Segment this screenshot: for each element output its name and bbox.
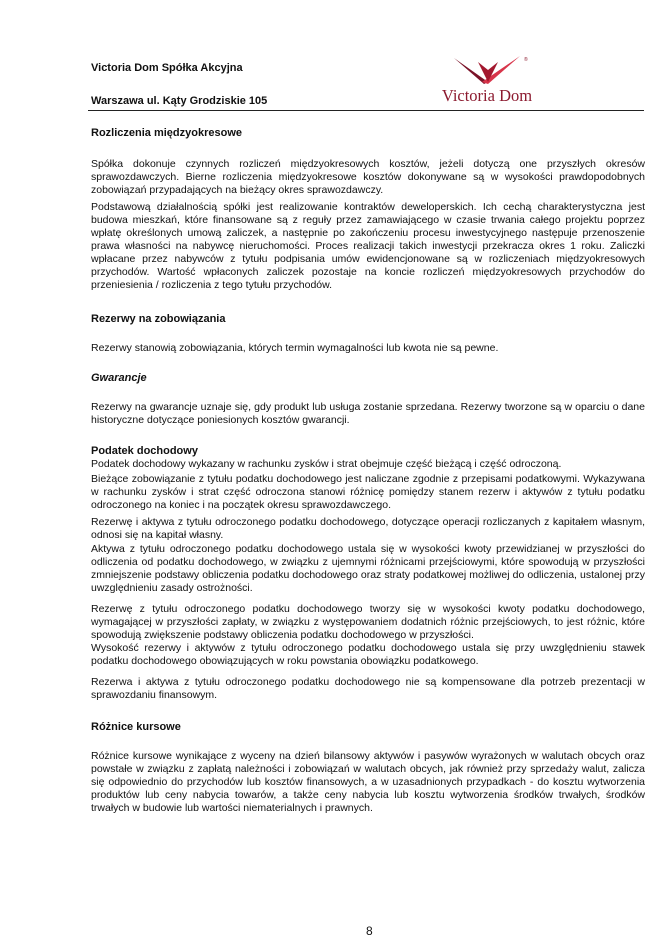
section-heading: Gwarancje <box>91 372 147 384</box>
paragraph: Bieżące zobowiązanie z tytułu podatku dochodowego jest naliczane zgodnie z przepisami podatkowymi. Wykazywana w rachunku zysków i strat część odroczona stanowi różnicę pomiędzy stanem rezerw i aktywów z tytułu podatku odroczonego na koniec i na początek okresu sprawozdawczego. <box>91 473 645 511</box>
paragraph: Spółka dokonuje czynnych rozliczeń międzyokresowych kosztów, jeżeli dotyczą one przyszłych okresów sprawozdawczych. Bierne rozliczenia międzyokresowe kosztów dokonywane są w wysokości prawdopodobnych zobowiązań przypadających na bieżący okres sprawozdawczy. <box>91 158 645 196</box>
svg-text:®: ® <box>524 57 528 63</box>
logo-mark-icon <box>412 52 562 88</box>
page-number: 8 <box>366 924 373 938</box>
paragraph: Rezerwę i aktywa z tytułu odroczonego podatku dochodowego, dotyczące operacji rozliczanych z kapitałem własnym, odnosi się na kapitał własny. <box>91 516 645 541</box>
paragraph: Różnice kursowe wynikające z wyceny na dzień bilansowy aktywów i pasywów wyrażonych w walutach obcych oraz powstałe w związku z zapłatą należności i zobowiązań w walutach obcych, jak również przy sprzedaży walut, zalicza się odpowiednio do przychodów lub kosztów finansowych, a w uzasadnionych przypadkach - do kosztu wytworzenia produktów lub ceny nabycia towarów, a także ceny nabycia lub kosztu wytworzenia środków trwałych, środków trwałych w budowie lub wartości niematerialnych i prawnych. <box>91 750 645 814</box>
section-heading: Różnice kursowe <box>91 721 181 733</box>
paragraph: Podstawową działalnością spółki jest realizowanie kontraktów deweloperskich. Ich cechą charakterystyczna jest budowa mieszkań, które finansowane są z reguły przez zamawiającego w czasie trwania całego projektu poprzez wpłatę określonych umową zaliczek, a następnie po zakończeniu procesu inwestycyjnego następuje przenoszenie prawa własności na nabywcę nieruchomości. Proces realizacji takich inwestycji przekracza okres 1 roku. Zaliczki wpłacane przez nabywców z tytułu podpisania umów ewidencjonowane są w rozliczeniach międzyokresowych przychodów. Wartość wpłaconych zaliczek pozostaje na koncie rozliczeń międzyokresowych przychodów do przeniesienia / rozliczenia z tego tytułu przychodów. <box>91 201 645 291</box>
company-name: Victoria Dom Spółka Akcyjna <box>91 62 243 74</box>
paragraph: Rezerwy na gwarancje uznaje się, gdy produkt lub usługa zostanie sprzedana. Rezerwy tworzone są w oparciu o dane historyczne dotyczące poniesionych kosztów gwarancji. <box>91 401 645 426</box>
document-body <box>91 126 645 815</box>
paragraph: Podatek dochodowy wykazany w rachunku zysków i strat obejmuje część bieżącą i część odroczoną. <box>91 458 562 470</box>
header-divider <box>88 110 644 111</box>
victoria-dom-logo <box>412 52 562 108</box>
logo-wordmark: Victoria Dom <box>441 86 533 105</box>
company-address: Warszawa ul. Kąty Grodziskie 105 <box>91 95 268 107</box>
section-heading: Rozliczenia międzyokresowe <box>91 127 242 139</box>
paragraph: Rezerwy stanowią zobowiązania, których termin wymagalności lub kwota nie są pewne. <box>91 342 499 354</box>
paragraph: Wysokość rezerwy i aktywów z tytułu odroczonego podatku dochodowego ustala się przy uwzględnieniu stawek podatku dochodowego obowiązujących w roku powstania obowiązku podatkowego. <box>91 642 645 667</box>
section-heading: Podatek dochodowy <box>91 445 198 457</box>
paragraph: Rezerwę z tytułu odroczonego podatku dochodowego tworzy się w wysokości kwoty podatku dochodowego, wymagającej w przyszłości zapłaty, w związku z występowaniem dodatnich różnic przejściowych, to jest różnic, które spowodują zwiększenie podstawy obliczenia podatku dochodowego w przyszłości. <box>91 603 645 641</box>
paragraph: Aktywa z tytułu odroczonego podatku dochodowego ustala się w wysokości kwoty przewidzianej w przyszłości do odliczenia od podatku dochodowego, w związku z ujemnymi różnicami przejściowymi, które spowodują w przyszłości zmniejszenie podstawy obliczenia podatku dochodowego oraz straty podatkowej możliwej do odliczenia, ustalonej przy uwzględnieniu zasady ostrożności. <box>91 543 645 594</box>
section-heading: Rezerwy na zobowiązania <box>91 313 226 325</box>
paragraph: Rezerwa i aktywa z tytułu odroczonego podatku dochodowego nie są kompensowane dla potrzeb prezentacji w sprawozdaniu finansowym. <box>91 676 645 701</box>
